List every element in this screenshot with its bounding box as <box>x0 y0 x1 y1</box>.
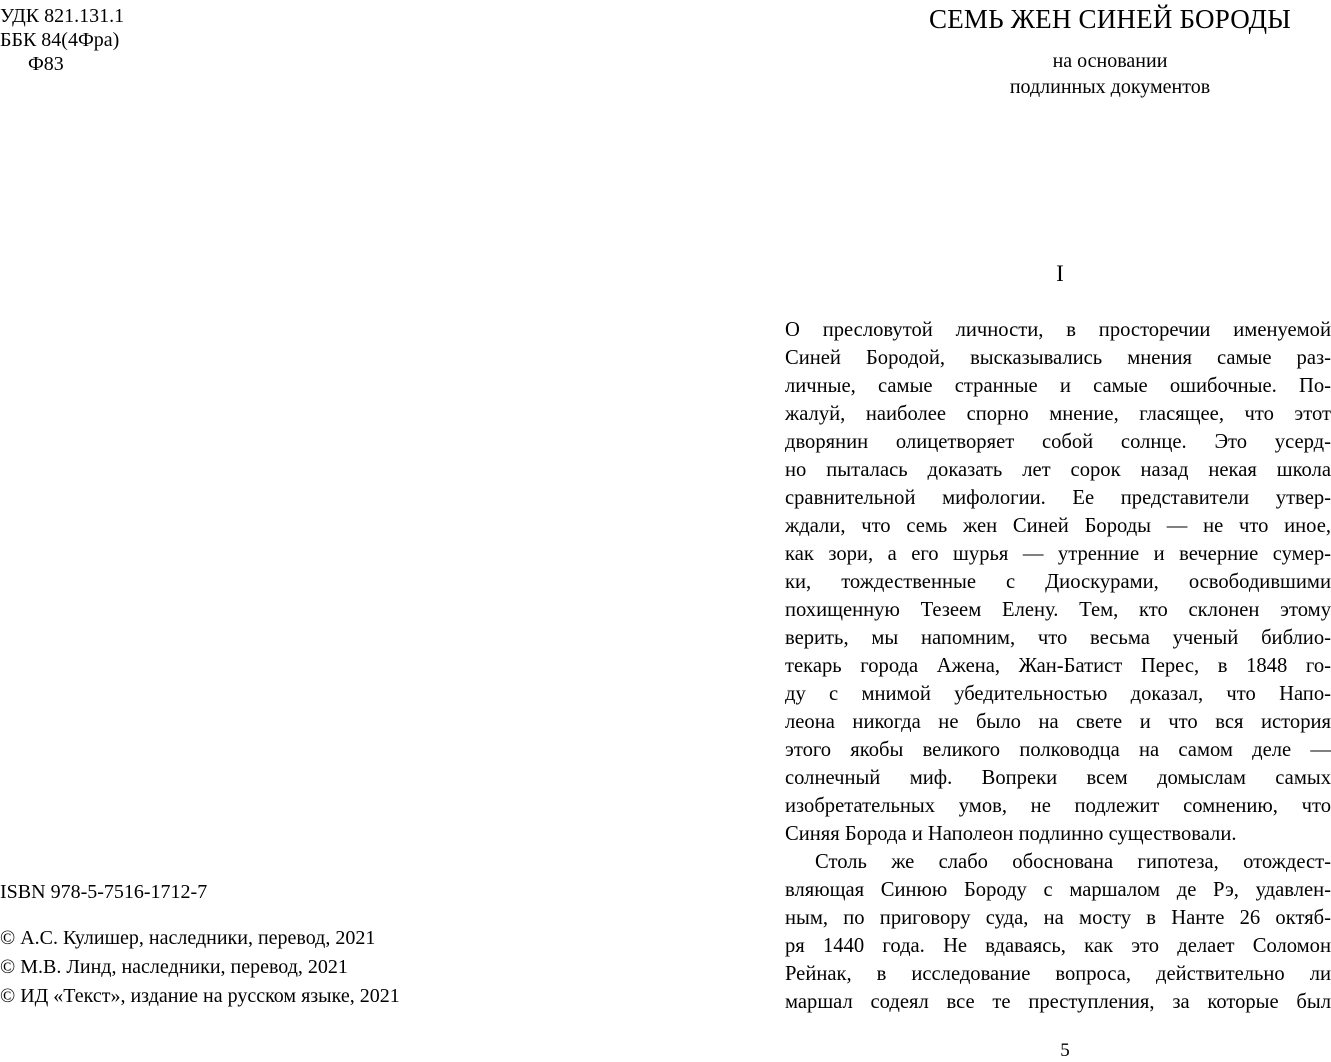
left-page <box>0 0 640 1060</box>
text-line: верить, мы напомним, что весьма ученый библио- <box>785 627 1331 649</box>
text-line: ным, по приговору суда, на мосту в Нанте 26 октяб- <box>785 907 1331 929</box>
isbn: ISBN 978-5-7516-1712-7 <box>0 881 208 903</box>
text-line: ду с мнимой убедительностью доказал, что Напо- <box>785 683 1331 705</box>
copyright-line: © ИД «Текст», издание на русском языке, 2021 <box>0 985 400 1007</box>
text-line: этого якобы великого полководца на самом деле — <box>785 739 1331 761</box>
text-line: сравнительной мифологии. Ее представители утвер- <box>785 487 1331 509</box>
text-line: вляющая Синюю Бороду с маршалом де Рэ, удавлен- <box>785 879 1331 901</box>
text-line: похищенную Тезеем Елену. Тем, кто склонен этому <box>785 599 1331 621</box>
author-mark: Ф83 <box>28 53 64 75</box>
copyright-line: © М.В. Линд, наследники, перевод, 2021 <box>0 956 348 978</box>
text-line: ки, тождественные с Диоскурами, освободившими <box>785 571 1331 593</box>
text-line: Синей Бородой, высказывались мнения самые раз- <box>785 347 1331 369</box>
text-line: текарь города Ажена, Жан-Батист Перес, в 1848 го- <box>785 655 1331 677</box>
copyright-line: © А.С. Кулишер, наследники, перевод, 2021 <box>0 927 376 949</box>
subtitle-line: на основании <box>1052 50 1168 72</box>
text-line: ждали, что семь жен Синей Бороды — не что иное, <box>785 515 1331 537</box>
text-line: изобретательных умов, не подлежит сомнению, что <box>785 795 1331 817</box>
chapter-number: I <box>1056 261 1064 286</box>
text-line: как зори, а его шурья — утренние и вечерние сумер- <box>785 543 1331 565</box>
text-line: дворянин олицетворяет собой солнце. Это усерд- <box>785 431 1331 453</box>
text-line: Столь же слабо обоснована гипотеза, отождест- <box>815 851 1331 873</box>
text-line: леона никогда не было на свете и что вся история <box>785 711 1331 733</box>
page-number: 5 <box>1060 1040 1070 1061</box>
text-line: маршал содеял все те преступления, за которые был <box>785 991 1331 1013</box>
udk-code: УДК 821.131.1 <box>0 5 125 27</box>
text-line: Синяя Борода и Наполеон подлинно существовали. <box>785 823 1237 845</box>
book-title: СЕМЬ ЖЕН СИНЕЙ БОРОДЫ <box>929 4 1291 34</box>
subtitle-line: подлинных документов <box>1009 76 1211 98</box>
text-line: ря 1440 года. Не вдаваясь, как это делает Соломон <box>785 935 1331 957</box>
text-line: жалуй, наиболее спорно мнение, гласящее, что этот <box>785 403 1331 425</box>
right-page <box>780 0 1331 1060</box>
text-line: солнечный миф. Вопреки всем домыслам самых <box>785 767 1331 789</box>
text-line: но пыталась доказать лет сорок назад некая школа <box>785 459 1331 481</box>
text-line: Рейнак, в исследование вопроса, действительно ли <box>785 963 1331 985</box>
bbk-code: ББК 84(4Фра) <box>0 29 120 51</box>
text-line: О пресловутой личности, в просторечии именуемой <box>785 319 1331 341</box>
text-line: личные, самые странные и самые ошибочные. По- <box>785 375 1331 397</box>
